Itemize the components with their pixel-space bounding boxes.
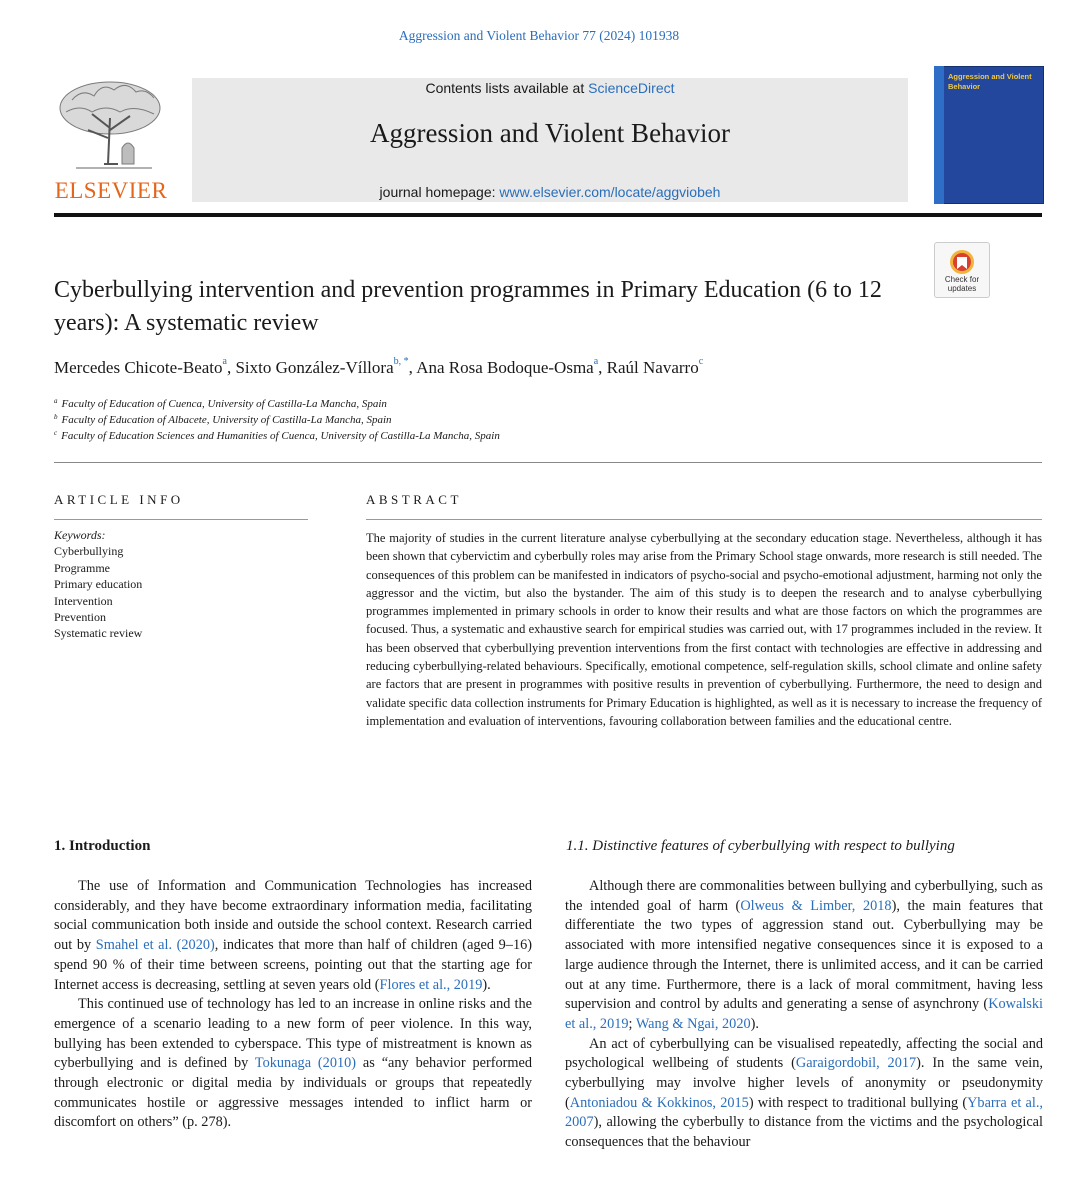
citation-link[interactable]: Aggression and Violent Behavior 77 (2024) 101938	[398, 28, 680, 43]
keyword-item: Intervention	[54, 593, 113, 608]
author-affiliation-marker[interactable]: b, *	[393, 356, 409, 367]
abstract-text: The majority of studies in the current literature analyse cyberbullying at the secondary education stage. Nevertheless, although it has been shown that cybervictim and cyberbully roles may arise from the Primary School stage onwards, more research is still needed. The consequences of this problem can be manifested in indicators of psycho-social and psycho-emotional adjustment, harming not only the aggressor and the victim, but also the bystander. The aim of this study is to deepen the research and to analyse cyberbullying programmes implemented in primary schools in order to know their results and what are those factors on which the programmes are focused. Thus, a systematic and exhaustive search for empirical studies was carried out, with 17 programmes included in the review. It has been observed that cyberbullying prevention interventions from the first contact with technologies are effective in addressing and reducing cyberbullying-related behaviours. Specifically, emotional competence, self-regulation skills, school climate and online safety are factors that are present in programmes with positive results in prevention of cyberbullying. Furthermore, the need to design and validate specific data collection instruments for Primary Education is highlighted, as well as it is necessary to increase the frequency of implementation and evaluation of interventions, favouring collaboration between families and the educational centre.	[366, 531, 1042, 728]
section-1-1-paragraph-2: An act of cyberbullying can be visualised repeatedly, affecting the social and psychological wellbeing of students (Garaigordobil, 2017). In the same vein, cyberbullying may involve higher levels of anonymity or pseudonymity (Antoniadou & Kokkinos, 2015) with respect to traditional bullying (Ybarra et al., 2007), allowing the cyberbully to distance from the victims and the psychological consequences that the behaviour	[565, 1035, 1043, 1151]
author-list: Mercedes Chicote-Beato$^a$, Sixto González-Víllora$^{b, *}$, Ana Rosa Bodoque-Osma$^a$, Raúl Navarro$^c$	[54, 356, 704, 377]
citation-link[interactable]: Antoniadou & Kokkinos, 2015	[569, 1094, 749, 1111]
check-updates-icon	[947, 247, 977, 277]
keyword-item: Cyberbullying	[54, 544, 124, 559]
homepage-line	[192, 184, 908, 200]
author-affiliation-marker[interactable]: a	[222, 356, 227, 367]
keyword-item: Programme	[54, 560, 110, 575]
keyword-item: Systematic review	[54, 626, 143, 641]
intro-column	[54, 877, 532, 1133]
publisher-name: ELSEVIER	[54, 178, 168, 203]
abstract-heading: ABSTRACT	[366, 492, 462, 507]
author-affiliation-marker[interactable]: c	[698, 356, 704, 367]
author-affiliation-marker[interactable]: a	[593, 356, 599, 367]
citation-link[interactable]: Olweus & Limber, 2018	[740, 897, 892, 914]
keywords-block	[54, 527, 304, 642]
abstract-rule	[366, 519, 1042, 520]
affiliation-b: $^b$ Faculty of Education of Albacete, University of Castilla-La Mancha, Spain	[54, 413, 392, 426]
citation-link[interactable]: Kowalski et al., 2019	[565, 996, 1043, 1032]
affiliation-c: $^c$ Faculty of Education Sciences and Humanities of Cuenca, University of Castilla-La Mancha, Spain	[54, 429, 500, 442]
keyword-item: Prevention	[54, 610, 106, 625]
journal-cover-spine	[934, 66, 944, 204]
section-1-1-paragraph-1: Although there are commonalities between bullying and cyberbullying, such as the intended goal of harm (Olweus & Limber, 2018), the main features that differentiate the two types of aggression stand out. Cyberbullying may be associated with more intensified negative consequences since it is exposed to a large audience through the Internet, there is unlimited access, and it can be carried out at any time. Furthermore, there is a lack of moral commitment, having less supervision and control by adults and generating a sense of asynchrony (Kowalski et al., 2019; Wang & Ngai, 2020).	[565, 878, 1043, 1032]
section-heading-introduction: 1. Introduction	[54, 838, 151, 854]
affiliation-a: $^a$ Faculty of Education of Cuenca, University of Castilla-La Mancha, Spain	[54, 397, 387, 410]
citation-link[interactable]: Flores et al., 2019	[379, 976, 483, 993]
subsection-heading-1-1: 1.1. Distinctive features of cyberbullying with respect to bullying	[566, 838, 955, 854]
citation-link[interactable]: Ybarra et al., 2007	[565, 1094, 1043, 1131]
citation-link[interactable]: Smahel et al. (2020)	[95, 937, 215, 954]
section-1-1-column	[565, 877, 1043, 1153]
author-name: Mercedes Chicote-Beato	[54, 358, 223, 377]
author-name: Ana Rosa Bodoque-Osma	[416, 358, 594, 377]
journal-title: Aggression and Violent Behavior	[369, 118, 731, 148]
contents-line	[192, 80, 908, 96]
homepage-prefix: journal homepage:	[379, 184, 500, 200]
citation-link[interactable]: Wang & Ngai, 2020	[635, 1015, 751, 1032]
journal-homepage-link[interactable]: www.elsevier.com/locate/aggviobeh	[499, 184, 721, 200]
section-divider	[54, 462, 1042, 463]
author-name: Raúl Navarro	[606, 358, 699, 377]
article-info-rule	[54, 519, 308, 520]
check-updates-label: Check for updates	[944, 275, 980, 293]
sciencedirect-link[interactable]: ScienceDirect	[588, 80, 675, 96]
author-name: Sixto González-Víllora	[235, 358, 394, 377]
article-info-heading: ARTICLE INFO	[54, 492, 184, 507]
keywords-label: Keywords:	[54, 528, 106, 542]
contents-prefix: Contents lists available at	[425, 80, 589, 96]
intro-paragraph-2: This continued use of technology has led to an increase in online risks and the emergence of a scenario leading to a new form of peer violence. In this way, bullying has been extended to cyberspace. This type of mistreatment is known as cyberbullying and is defined by Tokunaga (2010) as “any behavior performed through electronic or digital media by individuals or groups that repeatedly communicates hostile or aggressive messages intended to inflict harm or discomfort on others” (p. 278).	[54, 996, 532, 1131]
journal-cover-title: Aggression and Violent Behavior	[948, 72, 1032, 91]
journal-citation[interactable]	[0, 28, 1078, 44]
check-for-updates-button[interactable]	[934, 242, 990, 298]
paper-title: Cyberbullying intervention and prevention programmes in Primary Education (6 to 12 years): A systematic review	[54, 277, 882, 336]
citation-link[interactable]: Tokunaga (2010)	[254, 1055, 357, 1072]
keywords-list	[54, 543, 304, 641]
keyword-item: Primary education	[54, 577, 143, 592]
header-rule	[54, 213, 1042, 217]
intro-paragraph-1: The use of Information and Communication Technologies has increased considerably, and they have become extraordinary information media, facilitating social communication both inside and outside the school context. Research carried out by Smahel et al. (2020), indicates that more than half of children (aged 9–16) spend 90 % of their time between screens, pointing out that the starting age for Internet access is decreasing, settling at seven years old (Flores et al., 2019).	[54, 878, 533, 993]
citation-link[interactable]: Garaigordobil, 2017	[795, 1055, 917, 1072]
